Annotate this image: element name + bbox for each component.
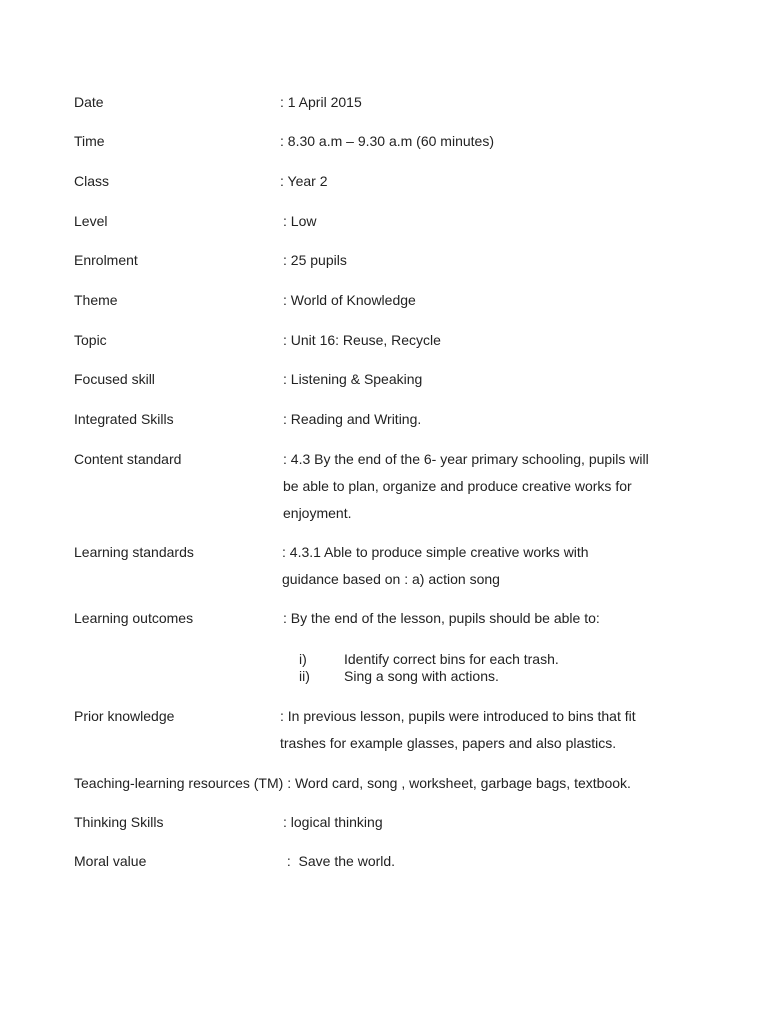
content-standard-line: enjoyment. <box>283 505 352 521</box>
list-item-text: Identify correct bins for each trash. <box>344 651 559 667</box>
content-standard-line: : 4.3 By the end of the 6- year primary schooling, pupils will <box>283 451 649 467</box>
row-learning-outcomes <box>74 608 714 628</box>
learning-standards-label: Learning standards <box>74 544 194 560</box>
learning-outcomes-label: Learning outcomes <box>74 610 194 626</box>
prior-knowledge-label: Prior knowledge <box>74 708 175 724</box>
integrated-skills-value: : Reading and Writing. <box>283 411 422 427</box>
prior-knowledge-line: : In previous lesson, pupils were introduced to bins that fit <box>280 708 636 724</box>
row-theme <box>74 290 714 310</box>
thinking-skills-label: Thinking Skills <box>74 814 164 830</box>
time-label: Time <box>74 133 105 149</box>
time-value: : 8.30 a.m – 9.30 a.m (60 minutes) <box>280 133 494 149</box>
row-thinking-skills <box>74 812 714 832</box>
integrated-skills-label: Integrated Skills <box>74 411 174 427</box>
row-enrolment <box>74 250 714 270</box>
content-standard-line: be able to plan, organize and produce creative works for <box>283 478 632 494</box>
enrolment-value: : 25 pupils <box>283 252 347 268</box>
learning-standards-line: : 4.3.1 Able to produce simple creative works with <box>282 544 589 560</box>
focused-skill-label: Focused skill <box>74 371 155 387</box>
list-item-number: ii) <box>299 668 310 684</box>
row-focused-skill <box>74 369 714 389</box>
prior-knowledge-value <box>280 703 636 757</box>
teaching-resources: Teaching-learning resources (TM) : Word card, song , worksheet, garbage bags, textbook. <box>74 775 631 791</box>
row-integrated-skills <box>74 409 714 429</box>
class-value: : Year 2 <box>280 173 328 189</box>
learning-outcomes-value: : By the end of the lesson, pupils should be able to: <box>283 610 600 626</box>
row-class <box>74 171 714 191</box>
topic-label: Topic <box>74 332 107 348</box>
list-item-text: Sing a song with actions. <box>344 668 499 684</box>
enrolment-label: Enrolment <box>74 252 138 268</box>
list-item <box>299 651 699 667</box>
level-value: : Low <box>283 213 317 229</box>
level-label: Level <box>74 213 108 229</box>
date-label: Date <box>74 94 104 110</box>
moral-value-label: Moral value <box>74 853 147 869</box>
row-time <box>74 131 714 151</box>
content-standard-value <box>283 446 649 527</box>
list-item <box>299 668 699 684</box>
content-standard-label: Content standard <box>74 451 182 467</box>
topic-value: : Unit 16: Reuse, Recycle <box>283 332 441 348</box>
learning-standards-line: guidance based on : a) action song <box>282 571 500 587</box>
theme-label: Theme <box>74 292 118 308</box>
row-topic <box>74 330 714 350</box>
focused-skill-value: : Listening & Speaking <box>283 371 423 387</box>
list-item-number: i) <box>299 651 307 667</box>
row-date <box>74 92 714 112</box>
row-level <box>74 211 714 231</box>
prior-knowledge-line: trashes for example glasses, papers and also plastics. <box>280 735 617 751</box>
row-moral-value <box>74 851 714 871</box>
thinking-skills-value: : logical thinking <box>283 814 383 830</box>
date-value: : 1 April 2015 <box>280 94 362 110</box>
moral-value-value: : Save the world. <box>283 853 396 869</box>
class-label: Class <box>74 173 110 189</box>
theme-value: : World of Knowledge <box>283 292 416 308</box>
learning-standards-value <box>282 539 589 593</box>
